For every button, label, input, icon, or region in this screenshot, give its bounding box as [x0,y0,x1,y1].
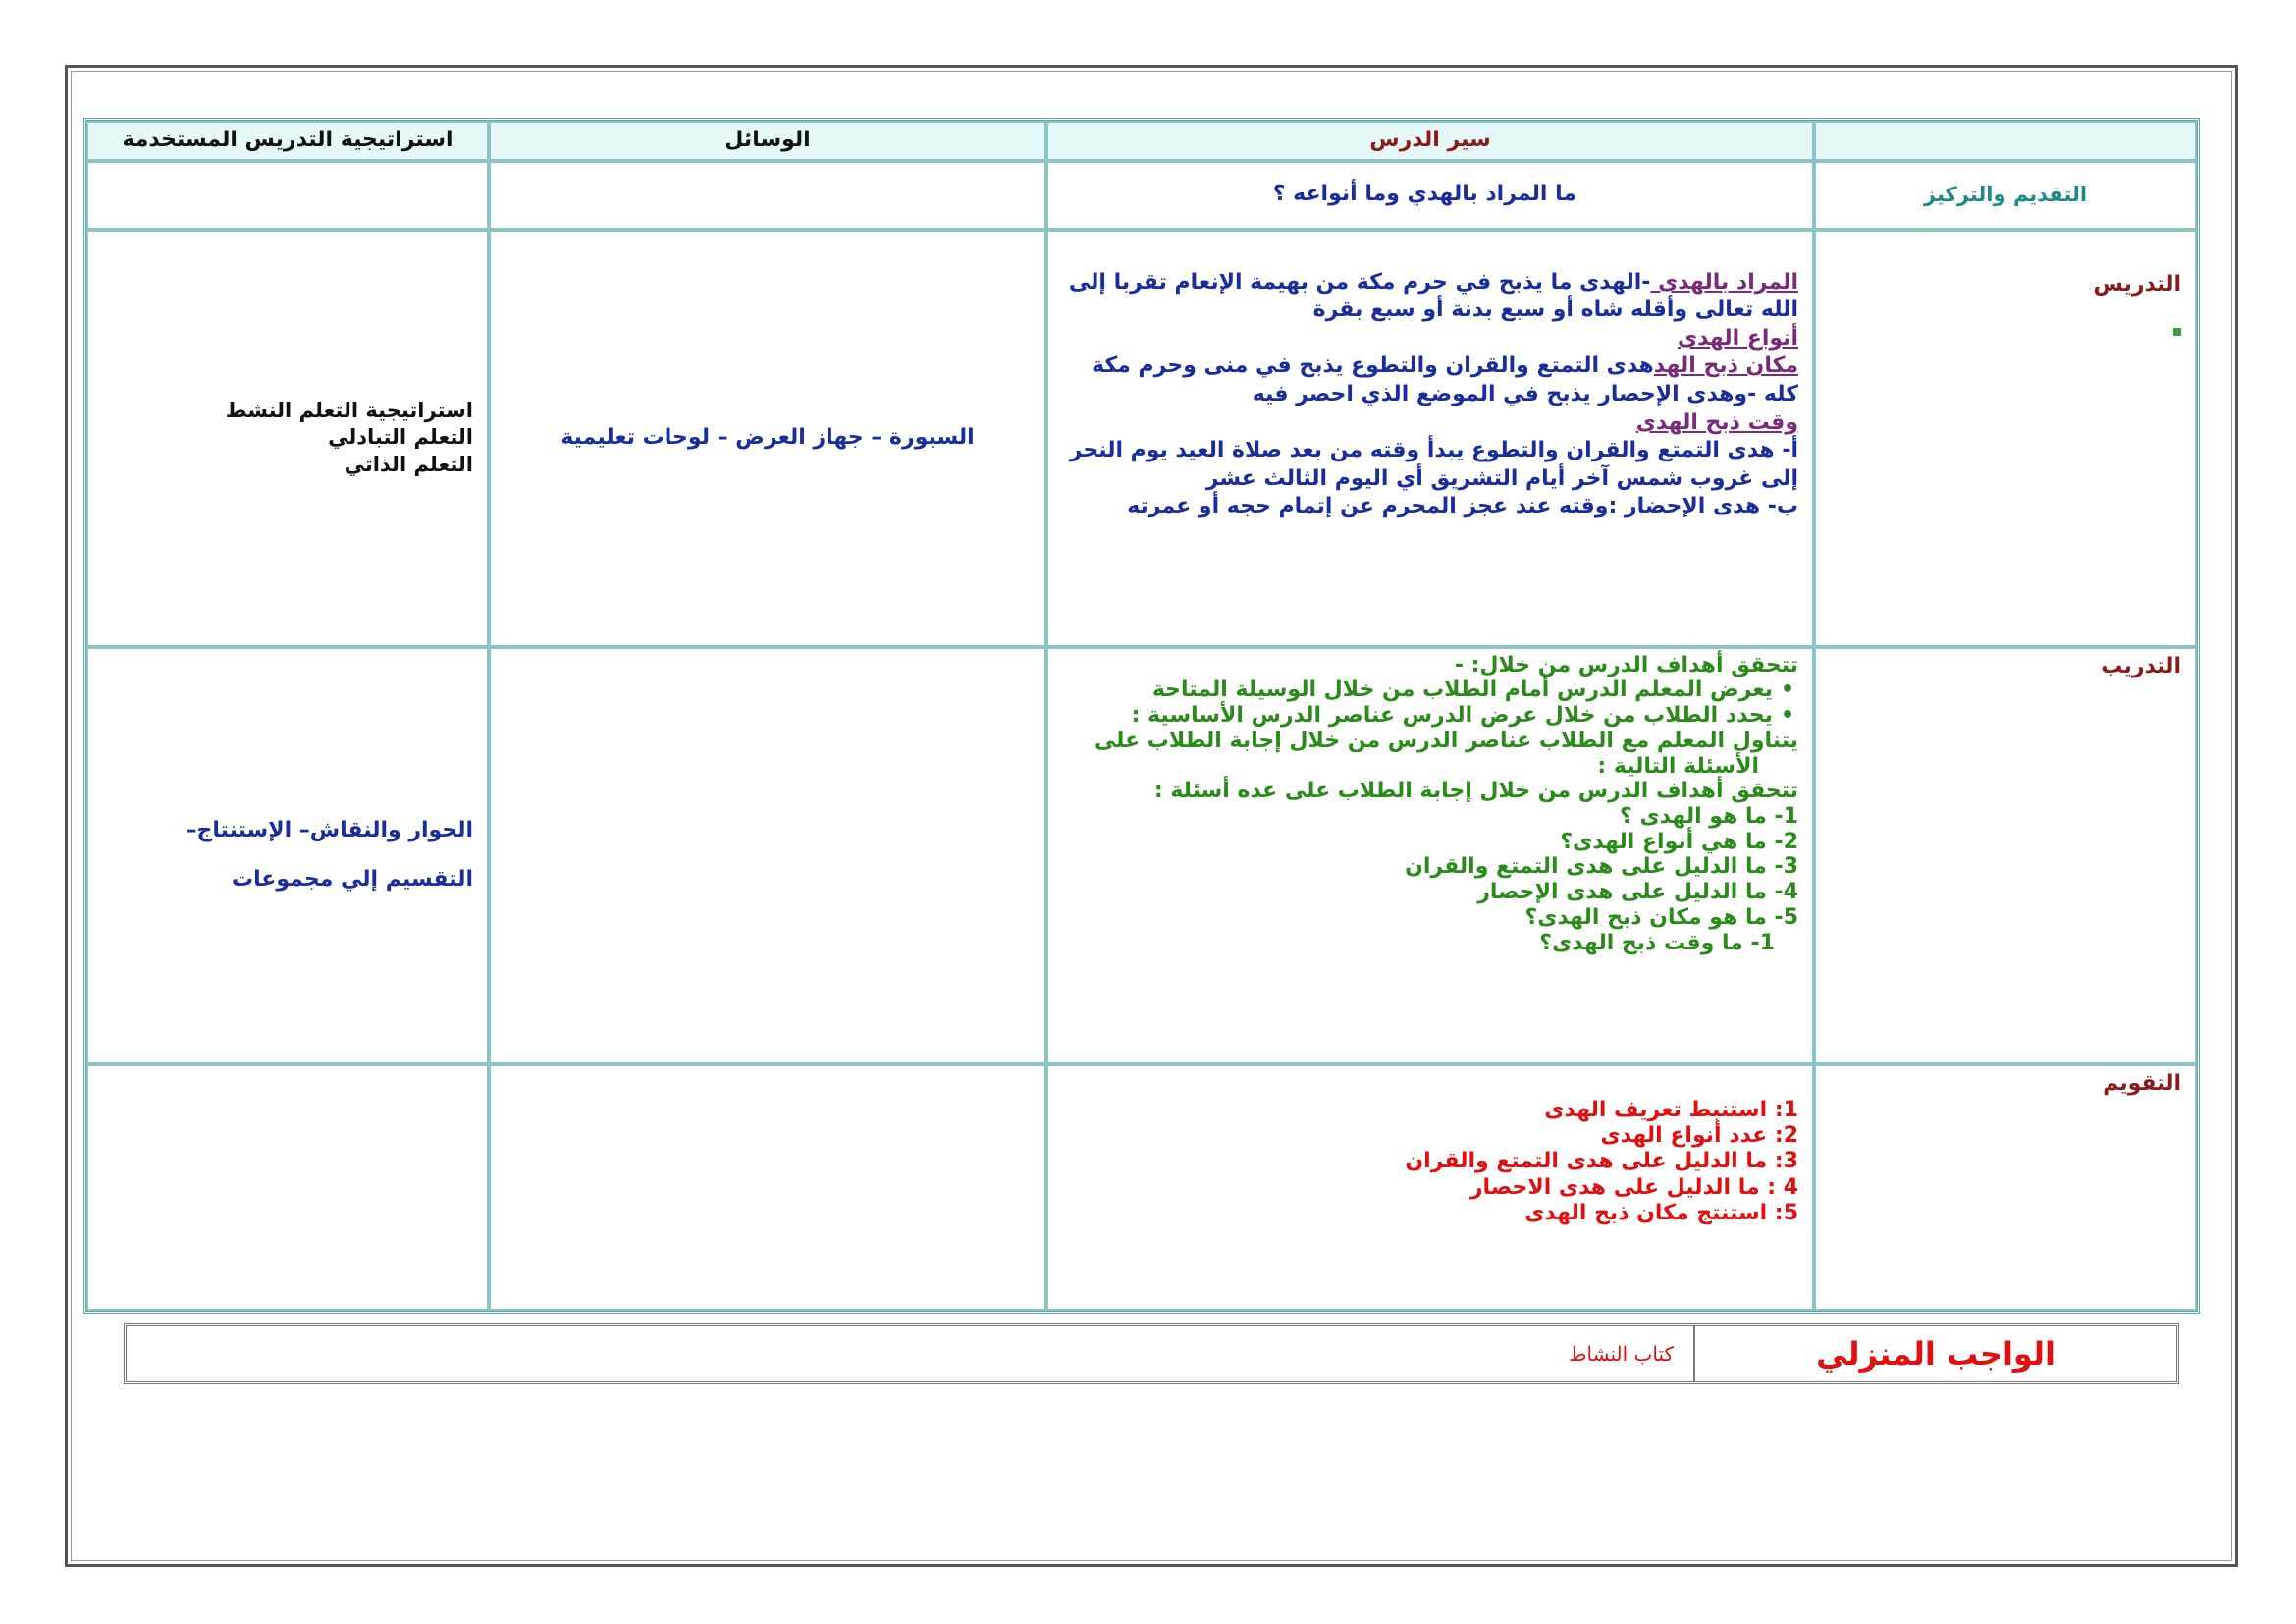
training-question: 4- ما الدليل على هدى الإحصار [1477,880,1798,905]
evaluation-item: 1: استنبط تعريف الهدى [1544,1097,1798,1122]
training-question: 5- ما هو مكان ذبح الهدى؟ [1524,904,1798,930]
training-question: 2- ما هي أنواع الهدى؟ [1560,829,1798,854]
list-item: • يحدد الطلاب من خلال عرض الدرس عناصر الدرس الأساسية : [1062,703,1773,729]
header-strategy: استراتيجية التدريس المستخدمة [86,121,489,161]
teaching-line-2: الله تعالى وأقله شاه أو سبع بدنة أو سبع بقرة [1312,298,1798,323]
square-bullet-icon [2173,328,2181,336]
homework-box [124,1323,2179,1384]
training-p2: تتحقق أهداف الدرس من خلال إجابة الطلاب على عده أسئلة : [1153,779,1798,804]
header-row [86,121,2197,161]
list-item: • يعرض المعلم الدرس أمام الطلاب من خلال الوسيلة المتاحة [1062,677,1773,703]
header-intro [1814,121,2197,161]
teaching-line-5: كله -وهدى الإحصار يذبح في الموضع الذي احصر فيه [1252,381,1798,406]
training-bullets [1062,677,1798,728]
teaching-label: التدريس [2093,271,2181,297]
teaching-line-8: إلى غروب شمس آخر أيام التشريق أي اليوم الثالث عشر [1205,465,1798,491]
training-tools-cell [489,647,1046,1064]
teaching-line-3: أنواع الهدى [1677,325,1798,351]
header-tools: الوسائل [489,121,1046,161]
training-strategy: الحوار والنقاش– الإستنتاج– التقسيم إلي مجموعات [86,647,489,1064]
training-p1: يتناول المعلم مع الطلاب عناصر الدرس من خلال إجابة الطلاب على [1094,728,1798,753]
evaluation-content [1046,1064,1814,1311]
teaching-label-cell [1814,230,2197,647]
training-intro: تتحقق أهداف الدرس من خلال: - [1454,652,1798,677]
teaching-line-1: المراد بالهدى -الهدى ما يذبح في حرم مكة من بهيمة الإنعام تقربا إلى [1068,269,1798,295]
teaching-line-7: أ- هدى التمتع والقران والتطوع يبدأ وقته من بعد صلاة العيد يوم النحر [1069,438,1798,463]
intro-question: ما المراد بالهدي وما أنواعه ؟ [1046,161,1814,230]
training-question: 1- ما وقت ذبح الهدى؟ [1539,930,1775,955]
teaching-line-6: وقت ذبح الهدى [1635,409,1798,435]
teaching-line-4: مكان ذبح الهدهدى التمتع والقران والتطوع يذبح في منى وحرم مكة [1092,353,1798,379]
teaching-tools: السبورة – جهاز العرض – لوحات تعليمية [489,230,1046,647]
intro-row [86,161,2197,230]
evaluation-item: 3: ما الدليل على هدى التمتع والقران [1405,1149,1798,1174]
teaching-strategy: استراتيجية التعلم النشط التعلم التبادلي التعلم الذاتي [86,230,489,647]
evaluation-item: 2: عدد أنواع الهدى [1600,1122,1798,1148]
evaluation-item: 5: استنتج مكان ذبح الهدى [1524,1201,1798,1226]
lesson-plan-table [83,118,2200,1314]
evaluation-label: التقويم [1814,1064,2197,1311]
intro-tools-cell [489,161,1046,230]
header-course: سير الدرس [1046,121,1814,161]
homework-value: كتاب النشاط [1569,1341,1674,1366]
training-question: 3- ما الدليل على هدى التمتع والقران [1405,854,1798,880]
training-p1b: الأسئلة التالية : [1597,753,1759,779]
intro-strategy-cell [86,161,489,230]
teaching-line-9: ب- هدى الإحضار :وقته عند عجز المحرم عن إتمام حجه أو عمرته [1127,494,1798,519]
evaluation-tools-cell [489,1064,1046,1311]
training-row [86,647,2197,1064]
evaluation-row [86,1064,2197,1311]
training-question: 1- ما هو الهدى ؟ [1620,804,1798,829]
teaching-row [86,230,2197,647]
evaluation-strategy-cell [86,1064,489,1311]
teaching-content [1046,230,1814,647]
training-label: التدريب [1814,647,2197,1064]
intro-label: التقديم والتركيز [1814,161,2197,230]
homework-title: الواجب المنزلي [1693,1326,2176,1381]
evaluation-item: 4 : ما الدليل على هدى الاحصار [1469,1174,1798,1200]
training-content [1046,647,1814,1064]
